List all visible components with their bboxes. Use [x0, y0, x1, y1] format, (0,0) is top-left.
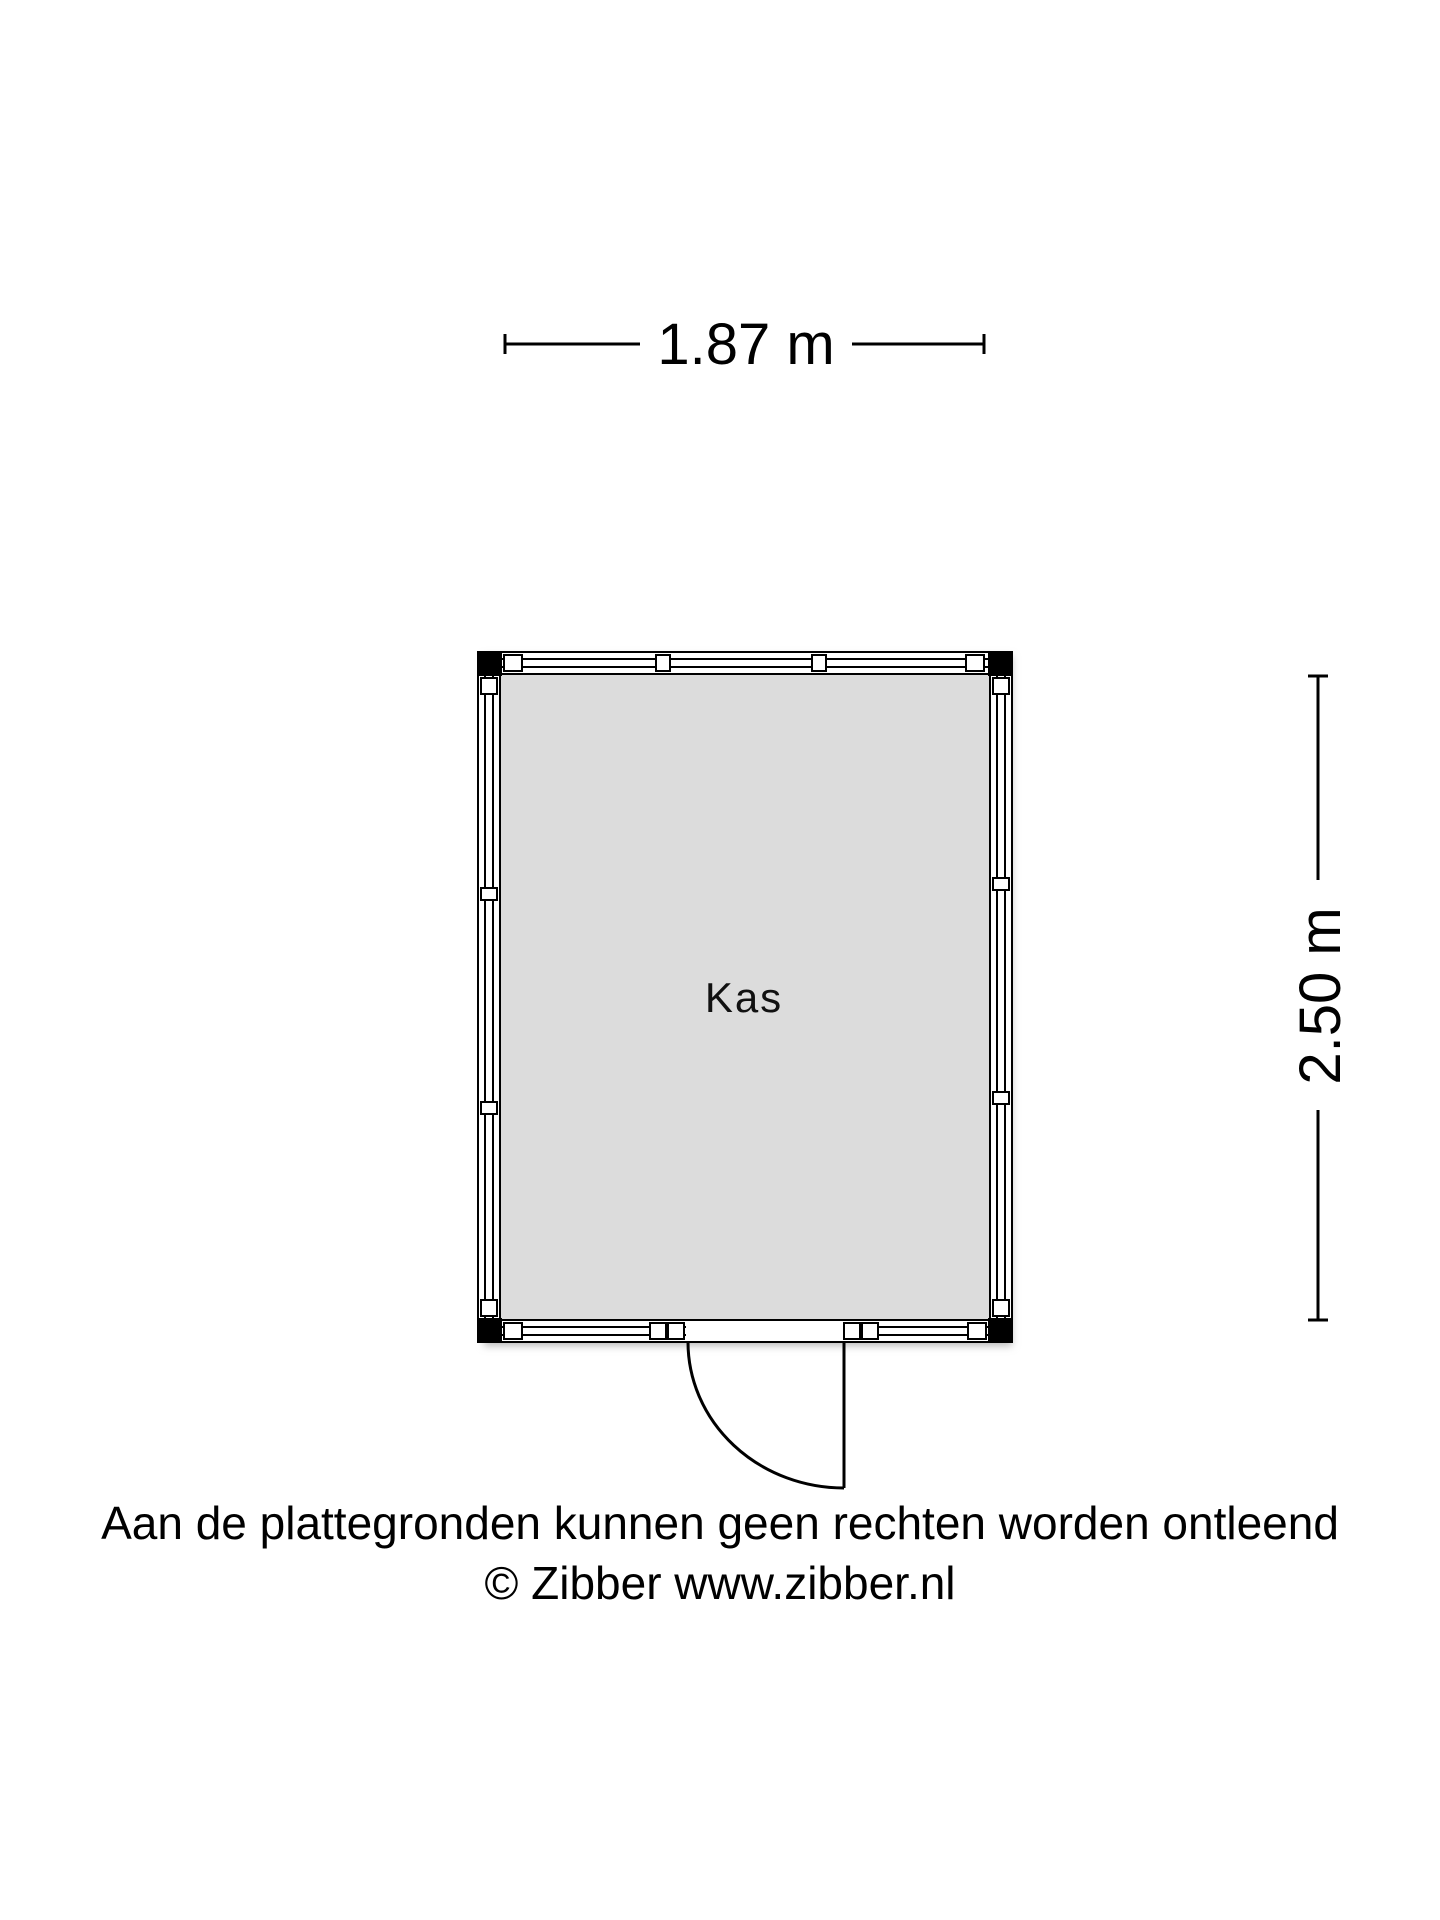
width-label: 1.87 m	[657, 312, 835, 377]
right-wall	[990, 652, 1012, 1342]
left-wall	[478, 652, 500, 1342]
door-opening	[686, 1321, 846, 1341]
height-label: 2.50 m	[1288, 907, 1353, 1085]
top-wall	[478, 652, 1012, 674]
copyright-text: © Zibber www.zibber.nl	[484, 1557, 956, 1609]
door	[688, 1342, 844, 1488]
disclaimer-text: Aan de plattegronden kunnen geen rechten worden ontleend	[101, 1497, 1339, 1549]
height-dimension	[1288, 676, 1353, 1320]
door-swing-arc	[688, 1342, 844, 1488]
width-dimension	[505, 312, 984, 377]
room-label: Kas	[704, 974, 784, 1021]
